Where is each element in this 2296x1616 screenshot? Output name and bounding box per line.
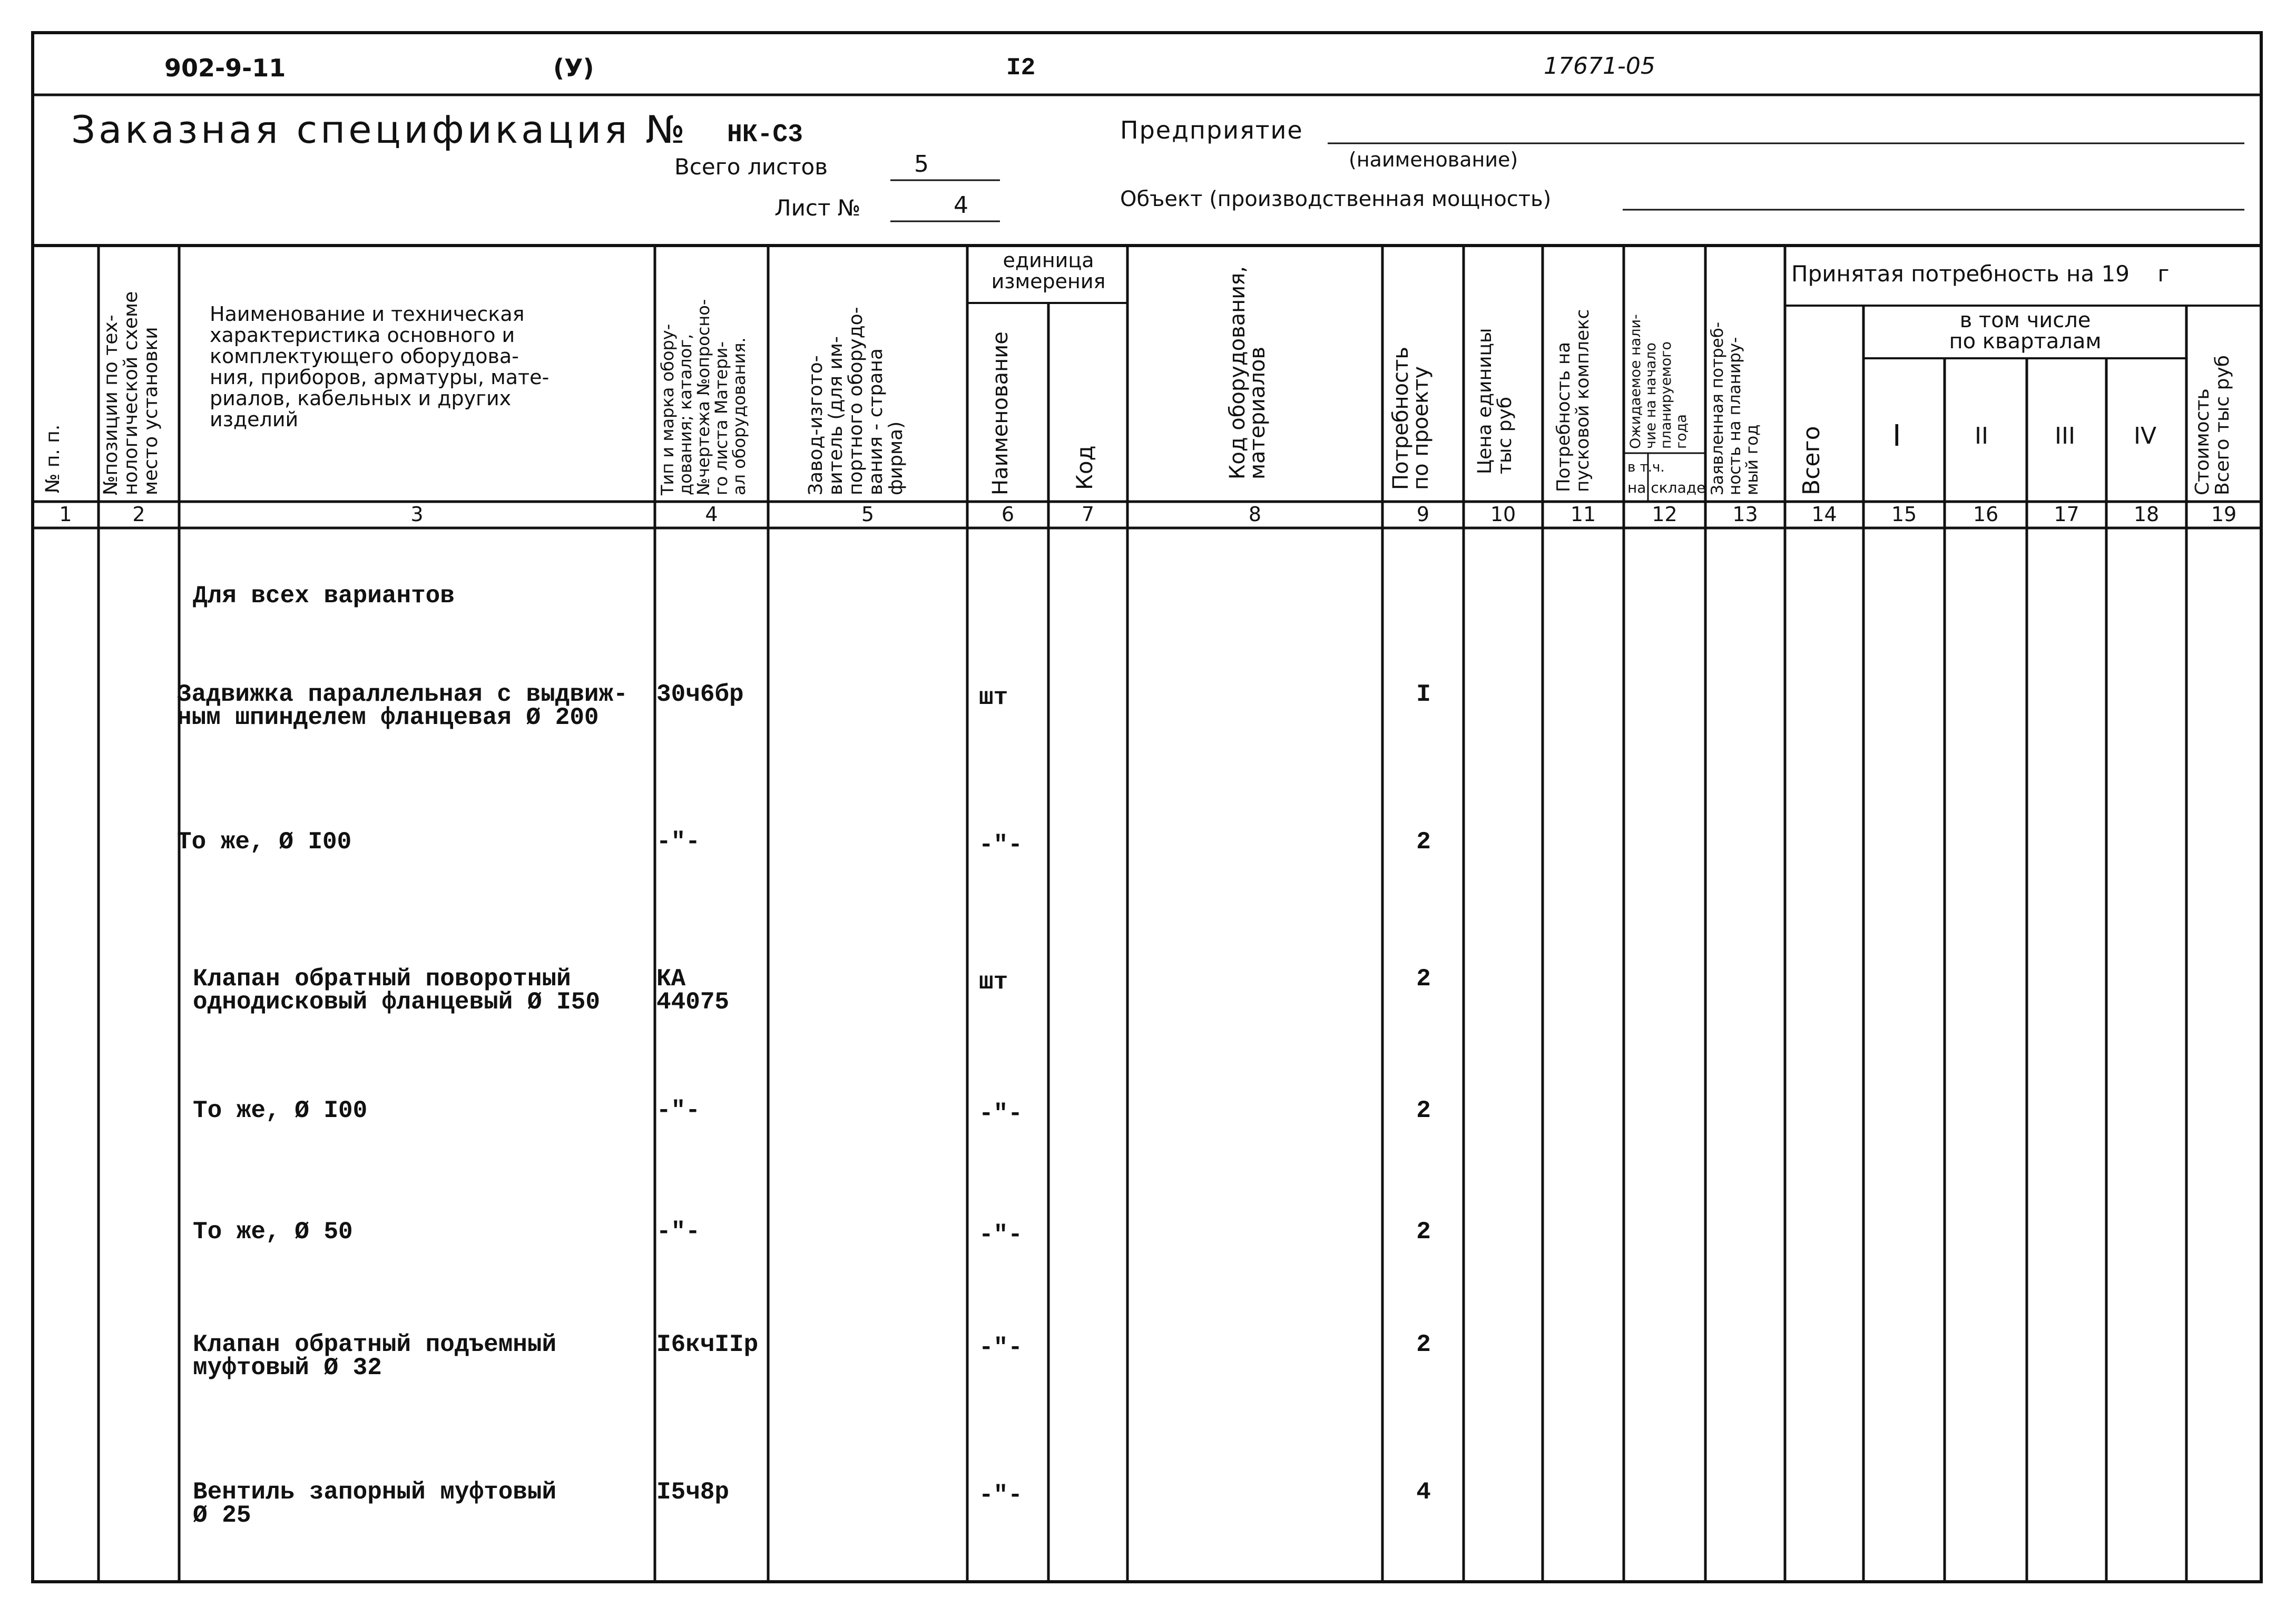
column-number: 1: [59, 503, 72, 526]
item-quantity: I: [1416, 681, 1431, 708]
item-unit: -"-: [979, 1334, 1023, 1362]
total-sheets-label: Всего листов: [674, 154, 828, 180]
col9-header: Потребность по проекту: [1389, 346, 1433, 490]
item-quantity: 2: [1416, 828, 1431, 856]
spec-heading: Заказная спецификация №: [71, 107, 689, 152]
col3-header: Наименование и техническая характеристика основного и комплектующего оборудова- ния, приборов, арматуры, мате- риалов, кабельных и других изделий: [210, 302, 550, 431]
item-name: Вентиль запорный муфтовый Ø 25: [193, 1478, 557, 1529]
col14-header: Всего: [1798, 426, 1825, 495]
quarter-3-header: III: [2055, 423, 2075, 449]
column-number: 9: [1416, 503, 1430, 526]
col10-header: Цена единицы тыс руб: [1474, 328, 1516, 474]
document-number: 17671-05: [1544, 53, 1655, 80]
column-number: 14: [1811, 503, 1837, 526]
col7-header: Код: [1072, 445, 1097, 490]
quarter-4-header: IV: [2134, 423, 2157, 449]
col1-header: № п. п.: [42, 424, 64, 493]
object-label: Объект (производственная мощность): [1120, 187, 1552, 211]
item-unit: шт: [979, 968, 1008, 996]
item-unit: -"-: [979, 1482, 1023, 1509]
column-number: 6: [1001, 503, 1015, 526]
col8-header: Код оборудования, материалов: [1225, 266, 1270, 479]
col4-header: Тип и марка обору- дования; каталог, №чертежа №опросно- го листа Матери- ал оборудования.: [658, 299, 749, 495]
column-number: 10: [1490, 503, 1516, 526]
item-quantity: 2: [1416, 1218, 1431, 1246]
item-type: I6кчIIр: [656, 1331, 759, 1358]
item-name: То же, Ø 50: [193, 1218, 353, 1246]
enterprise-label: Предприятие: [1120, 116, 1303, 144]
column-number: 11: [1570, 503, 1596, 526]
col13-header: Заявленная потреб- ность на планиру- мый год: [1708, 321, 1762, 495]
quarters-header: в том числе по кварталам: [1949, 308, 2102, 354]
item-name: Клапан обратный поворотный однодисковый фланцевый Ø I50: [193, 965, 600, 1016]
item-name: То же, Ø I00: [177, 828, 352, 856]
page-number: I2: [1006, 54, 1036, 82]
sheet-label: Лист №: [774, 195, 861, 221]
column-number: 19: [2211, 503, 2237, 526]
col19-header: Стоимость Всего тыс руб: [2192, 355, 2233, 495]
sheet-value: 4: [954, 192, 968, 219]
col6-header: Наименование: [988, 331, 1013, 495]
column-number: 12: [1652, 503, 1677, 526]
item-unit: -"-: [979, 831, 1023, 859]
col5-header: Завод-изгото- витель (для им- портного оборудо- вания - страна фирма): [805, 307, 907, 495]
column-number: 18: [2133, 503, 2160, 526]
project-code: 902-9-11: [164, 54, 286, 82]
item-type: -"-: [656, 1097, 700, 1124]
item-quantity: 4: [1416, 1478, 1431, 1506]
item-unit: шт: [979, 684, 1008, 711]
variant-label: (У): [553, 54, 594, 82]
column-number: 17: [2054, 503, 2079, 526]
item-name: Клапан обратный подъемный муфтовый Ø 32: [193, 1331, 557, 1382]
unit-group-header: единица измерения: [991, 249, 1106, 293]
section-title: Для всех вариантов: [193, 582, 455, 610]
enterprise-sublabel: (наименование): [1349, 148, 1518, 171]
item-type: КА 44075: [656, 965, 730, 1016]
item-quantity: 2: [1416, 1097, 1431, 1124]
item-type: -"-: [656, 828, 700, 856]
quarter-1-header: I: [1892, 419, 1901, 453]
item-type: I5ч8р: [656, 1478, 730, 1506]
total-sheets-value: 5: [914, 151, 929, 178]
item-unit: -"-: [979, 1100, 1023, 1128]
col12-header: Ожидаемое нали- чие на начало планируемого года: [1627, 314, 1690, 449]
column-number: 15: [1891, 503, 1917, 526]
col2-header: №позиции по тех- нологической схеме место установки: [100, 291, 162, 495]
item-unit: -"-: [979, 1221, 1023, 1249]
item-name: То же, Ø I00: [193, 1097, 368, 1124]
column-number: 5: [861, 503, 875, 526]
spec-number: НК-С3: [727, 121, 803, 149]
column-number: 7: [1081, 503, 1095, 526]
column-number: 13: [1732, 503, 1758, 526]
column-number: 2: [132, 503, 145, 526]
accepted-need-header: Принятая потребность на 19 г: [1791, 261, 2170, 287]
col12-sub-a: в т.ч.: [1627, 459, 1665, 475]
item-type: -"-: [656, 1218, 700, 1246]
column-number: 3: [410, 503, 424, 526]
item-name: Задвижка параллельная с выдвиж- ным шпинделем фланцевая Ø 200: [177, 681, 628, 731]
item-quantity: 2: [1416, 965, 1431, 993]
col11-header: Потребность на пусковой комплекс: [1553, 309, 1593, 492]
column-number: 4: [705, 503, 718, 526]
item-quantity: 2: [1416, 1331, 1431, 1358]
column-number: 8: [1248, 503, 1262, 526]
col12-sub-b: на складе: [1627, 479, 1706, 496]
item-type: 30ч6бр: [656, 681, 744, 708]
column-number: 16: [1973, 503, 1999, 526]
quarter-2-header: II: [1975, 423, 1988, 449]
